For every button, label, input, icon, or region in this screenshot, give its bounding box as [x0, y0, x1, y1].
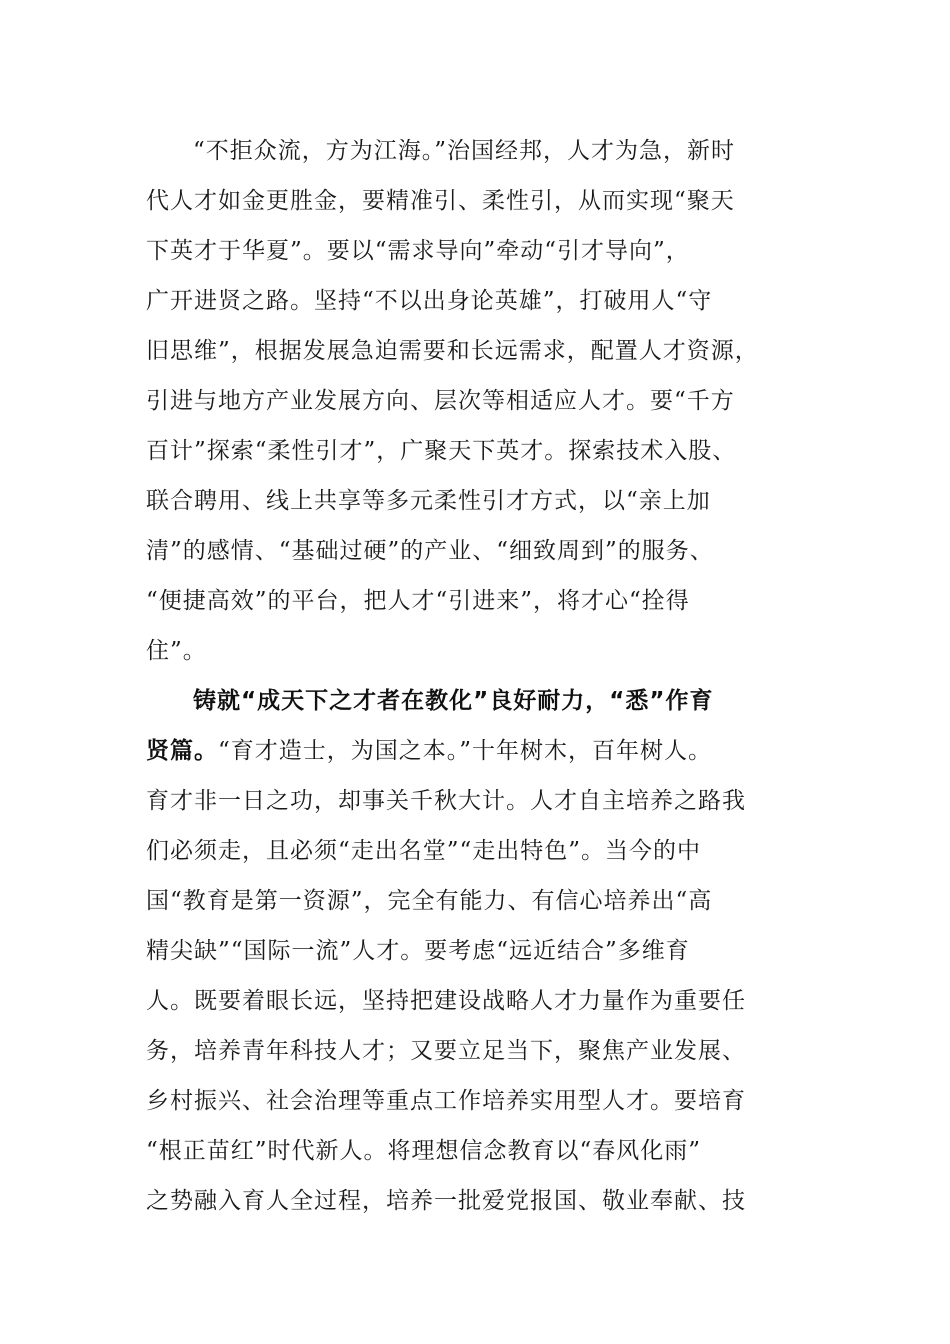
- paragraph-line: 百计”探索“柔性引才”，广聚天下英才。探索技术入股、: [146, 438, 737, 464]
- paragraph-line: 引进与地方产业发展方向、层次等相适应人才。要“千方: [146, 388, 735, 414]
- paragraph-line: 国“教育是第一资源”，完全有能力、有信心培养出“高: [146, 888, 713, 914]
- paragraph-line: 旧思维”，根据发展急迫需要和长远需求，配置人才资源，: [146, 338, 759, 364]
- paragraph-line: 联合聘用、线上共享等多元柔性引才方式，以“亲上加: [146, 488, 711, 514]
- paragraph-line: 代人才如金更胜金，要精准引、柔性引，从而实现“聚天: [146, 188, 735, 214]
- section-heading: 铸就“成天下之才者在教化”良好耐力，“悉”作育: [193, 688, 714, 714]
- paragraph-line: 住”。: [146, 638, 207, 664]
- paragraph-line: 广开进贤之路。坚持“不以出身论英雄”，打破用人“守: [146, 288, 713, 314]
- paragraph-text: “育才造士，为国之本。”十年树木，百年树人。: [218, 738, 713, 764]
- paragraph-line: 们必须走，且必须“走出名堂”“走出特色”。当今的中: [146, 838, 702, 864]
- paragraph-line: 清”的感情、“基础过硬”的产业、“细致周到”的服务、: [146, 538, 714, 564]
- paragraph-line: 务，培养青年科技人才；又要立足当下，聚焦产业发展、: [146, 1038, 746, 1064]
- paragraph-line: 育才非一日之功，却事关千秋大计。人才自主培养之路我: [146, 788, 746, 814]
- paragraph-line: “根正苗红”时代新人。将理想信念教育以“春风化雨”: [146, 1138, 702, 1164]
- paragraph-line: “便捷高效”的平台，把人才“引进来”，将才心“拴得: [146, 588, 690, 614]
- paragraph-line: 乡村振兴、社会治理等重点工作培养实用型人才。要培育: [146, 1088, 746, 1114]
- paragraph-line: [146, 726, 826, 776]
- paragraph-line: 之势融入育人全过程，培养一批爱党报国、敬业奉献、技: [146, 1188, 746, 1214]
- section-heading-end: 贤篇。: [146, 738, 218, 764]
- paragraph-line: 精尖缺”“国际一流”人才。要考虑“远近结合”多维育: [146, 938, 690, 964]
- paragraph-line: 人。既要着眼长远，坚持把建设战略人才力量作为重要任: [146, 988, 746, 1014]
- paragraph-line: “不拒众流，方为江海。”治国经邦，人才为急，新时: [193, 138, 736, 164]
- paragraph-line: 下英才于华夏”。要以“需求导向”牵动“引才导向”，: [146, 238, 690, 264]
